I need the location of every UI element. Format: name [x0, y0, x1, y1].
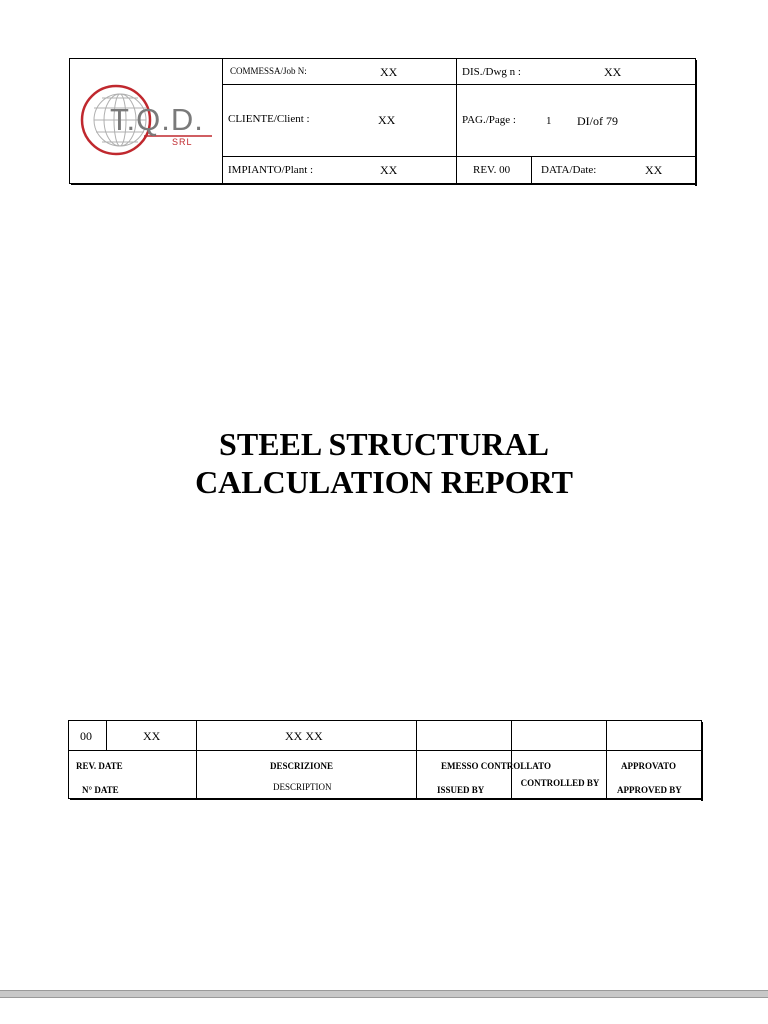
date-label: DATA/Date: — [541, 164, 597, 176]
job-label: COMMESSA/Job N: — [230, 66, 307, 76]
client-value: XX — [378, 113, 396, 127]
revision-date: XX — [143, 729, 161, 743]
header-n-date: N° DATE — [82, 785, 119, 795]
dwg-label: DIS./Dwg n : — [462, 66, 521, 78]
plant-value: XX — [380, 163, 398, 177]
header-approved-by: APPROVED BY — [617, 785, 682, 795]
report-title-line-2: CALCULATION REPORT — [195, 464, 573, 500]
rev-col-line-5 — [606, 720, 607, 799]
header-controlled-by: CONTROLLED BY — [520, 778, 600, 788]
header-description: DESCRIPTION — [273, 782, 332, 792]
report-title-line-1: STEEL STRUCTURAL — [219, 426, 549, 462]
header-emesso-controllato: EMESSO CONTROLLATO — [441, 761, 551, 771]
job-value: XX — [380, 65, 398, 79]
dwg-value: XX — [604, 65, 622, 79]
rev-col-line-2 — [196, 720, 197, 799]
rev-col-line-1 — [106, 720, 107, 750]
rev-col-line-3 — [416, 720, 417, 799]
header-shadow-bottom — [71, 183, 697, 185]
revision-description: XX XX — [285, 729, 323, 743]
rev-col-line-4 — [511, 720, 512, 799]
logo-brand: T.Q.D. — [110, 102, 204, 137]
header-rev-date: REV. DATE — [76, 761, 123, 771]
plant-label: IMPIANTO/Plant : — [228, 164, 314, 176]
header-shadow-right — [695, 60, 697, 186]
company-logo — [76, 80, 216, 160]
header-divider-date — [531, 156, 532, 184]
date-value: XX — [645, 163, 663, 177]
header-row-line-1 — [222, 84, 696, 85]
revision-number: 00 — [80, 729, 92, 743]
revision-table-shadow-right — [701, 722, 703, 801]
header-issued-by: ISSUED BY — [437, 785, 485, 795]
header-descrizione: DESCRIZIONE — [270, 761, 334, 771]
header-divider-logo — [222, 58, 223, 184]
header-approvato: APPROVATO — [621, 761, 677, 771]
logo-subtitle: SRL — [172, 137, 193, 147]
header-divider-mid — [456, 58, 457, 184]
page-value: 1 — [546, 115, 552, 127]
revision-table-shadow-bottom — [70, 798, 703, 800]
header-row-line-2 — [222, 156, 696, 157]
footer-rule — [0, 990, 768, 998]
revision-label: REV. 00 — [473, 164, 511, 176]
client-label: CLIENTE/Client : — [228, 113, 310, 125]
page-of: DI/of 79 — [577, 114, 618, 128]
page-label: PAG./Page : — [462, 114, 516, 126]
